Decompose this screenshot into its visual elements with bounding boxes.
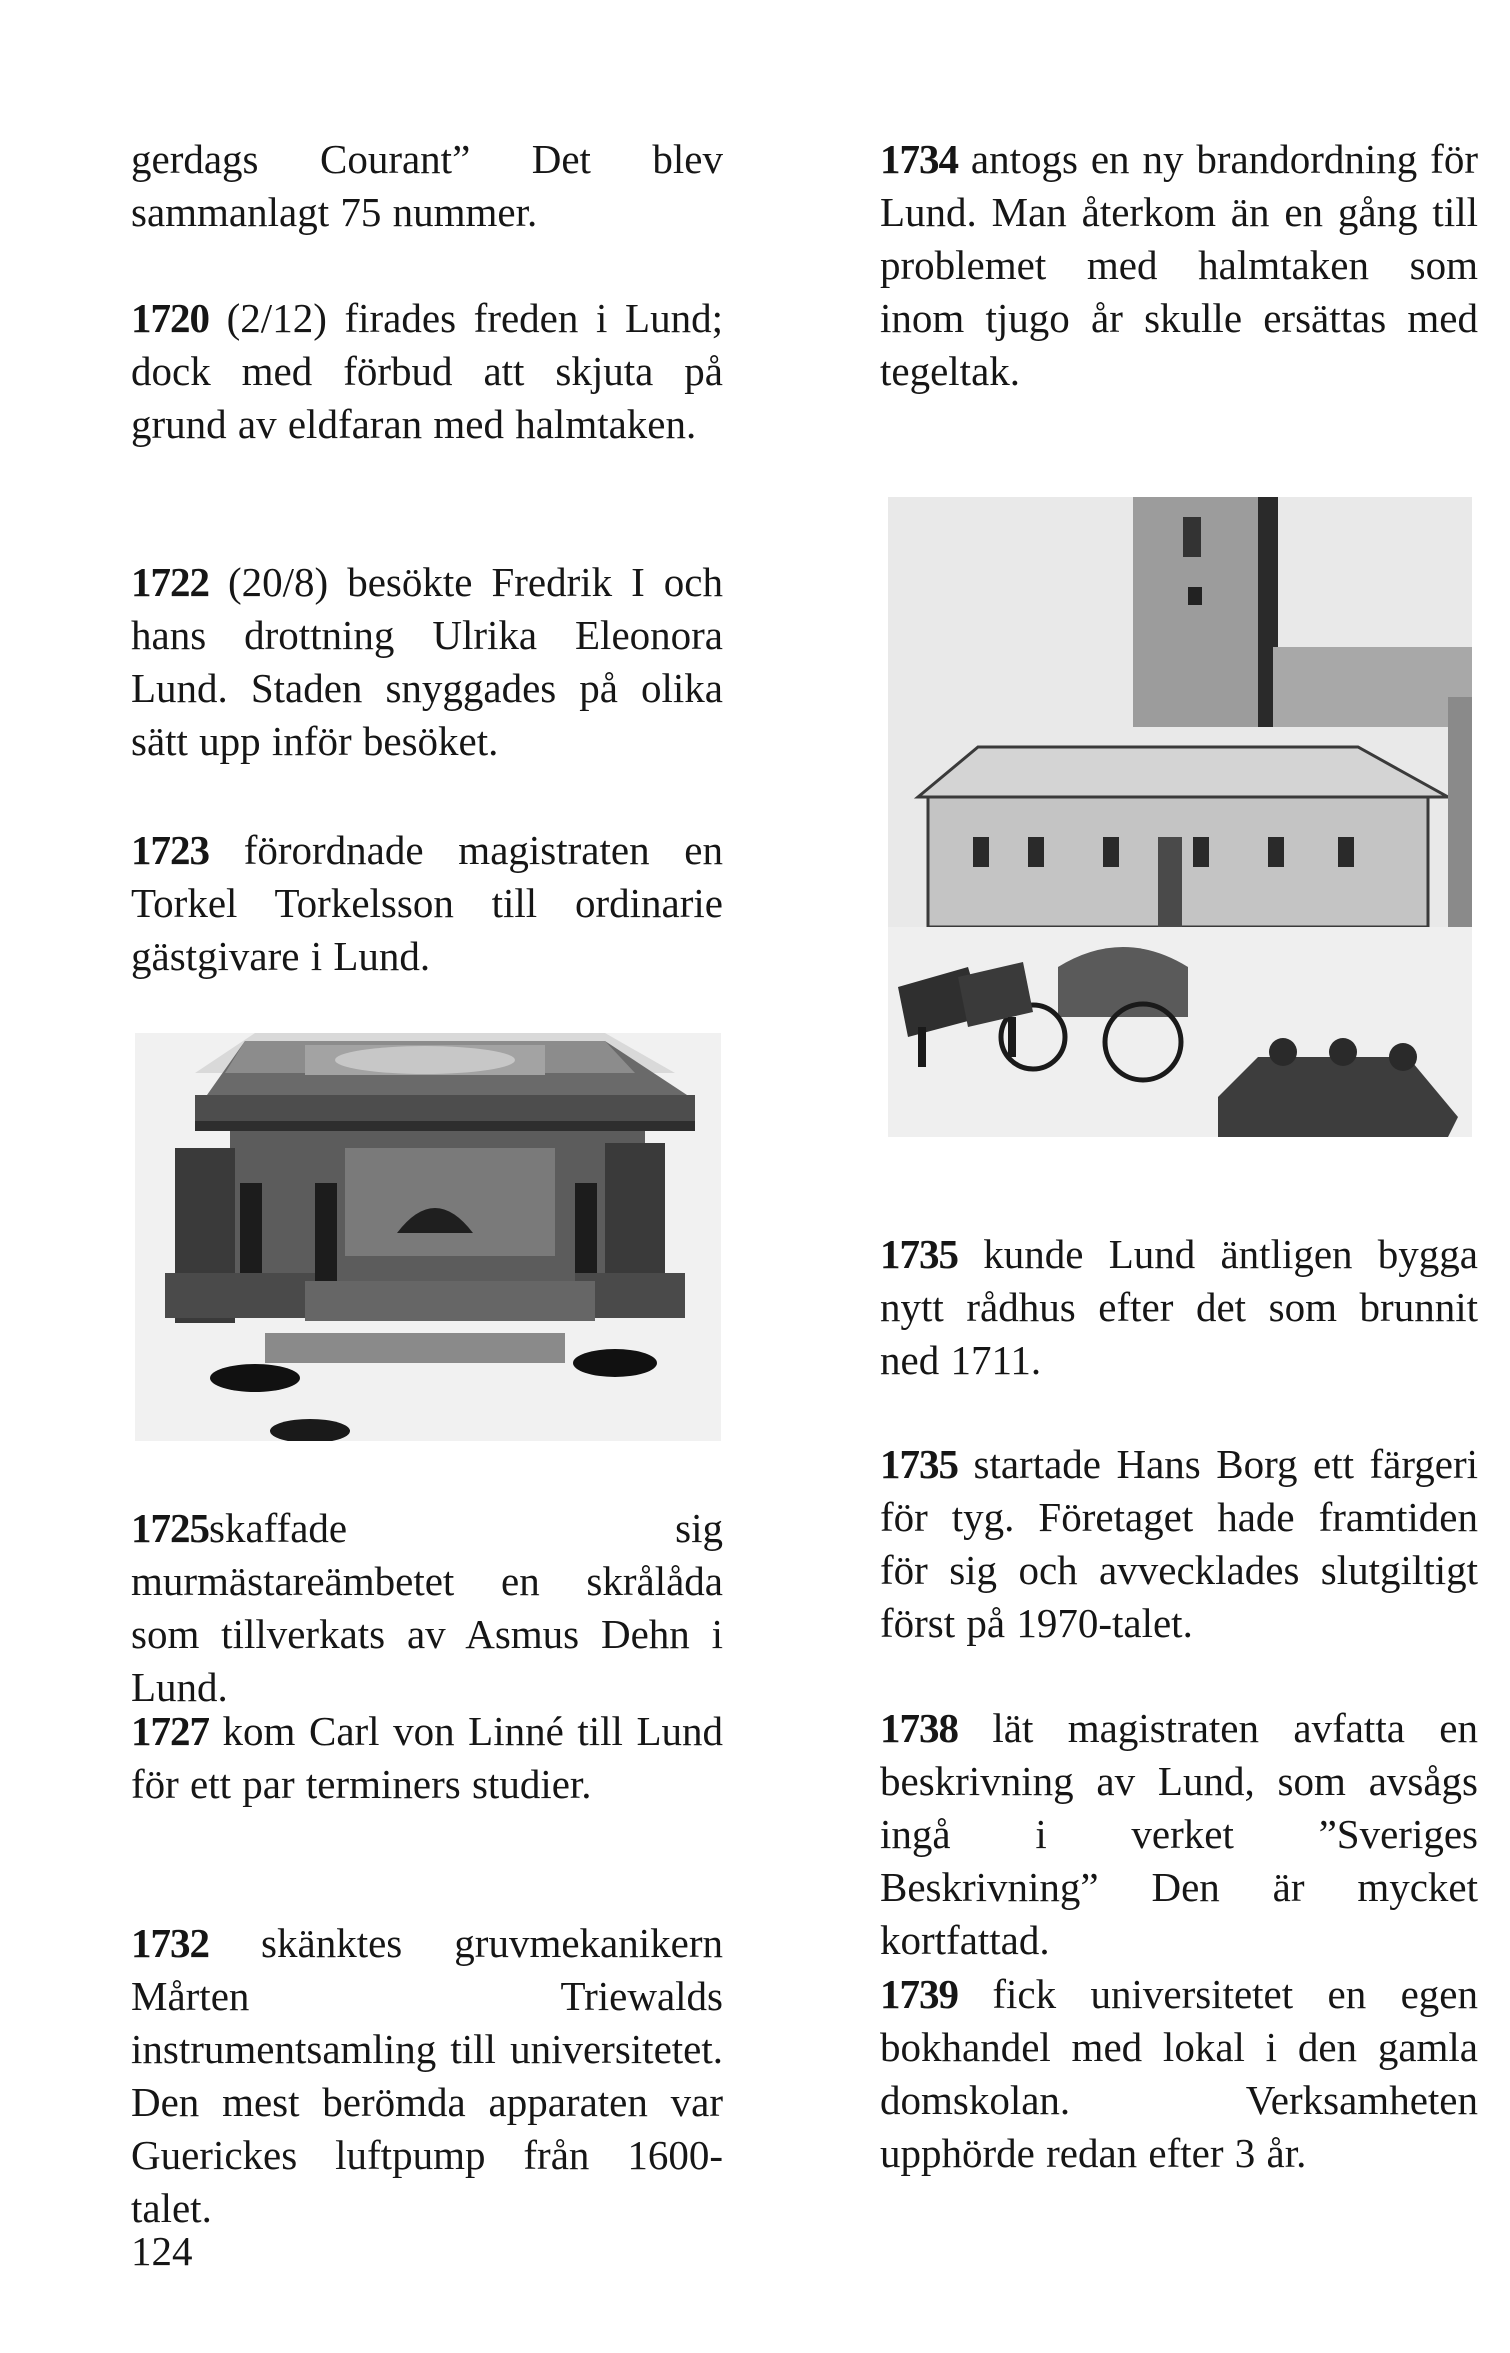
town-drawing	[888, 497, 1472, 1137]
entry-year: 1739	[880, 1971, 958, 2017]
entry-year: 1732	[131, 1920, 209, 1966]
entry-year: 1720	[131, 295, 209, 341]
entry-text: antogs en ny brandordning för Lund. Man återkom än en gång till problemet med halmtaken som inom tjugo år skulle ersättas med tegeltak.	[880, 136, 1478, 394]
chest-photo	[135, 1033, 721, 1441]
entry-1732	[131, 1917, 723, 2235]
entry-1720	[131, 292, 723, 451]
entry-text: lät magistraten avfatta en beskrivning av Lund, som avsågs ingå i verket ”Sveriges Beskrivning” Den är mycket kortfattad.	[880, 1705, 1478, 1963]
entry-1723	[131, 824, 723, 983]
entry-1738	[880, 1702, 1478, 1967]
entry-1734	[880, 133, 1478, 398]
entry-year: 1722	[131, 559, 209, 605]
entry-text: gerdags Courant” Det blev sammanlagt 75 nummer.	[131, 136, 723, 235]
entry-text: skaffade sig murmästareämbetet en skrålåda som tillverkats av Asmus Dehn i Lund.	[131, 1505, 723, 1710]
entry-year: 1734	[880, 136, 958, 182]
page-number: 124	[131, 2228, 193, 2274]
entry-year: 1727	[131, 1708, 209, 1754]
entry-text: fick universitetet en egen bokhandel med lokal i den gamla domskolan. Verksamheten upphörde redan efter 3 år.	[880, 1971, 1478, 2176]
entry-year: 1723	[131, 827, 209, 873]
entry-text: (20/8) besökte Fredrik I och hans drottning Ulrika Eleonora Lund. Staden snyggades på olika sätt upp inför besöket.	[131, 559, 723, 764]
entry-year: 1735	[880, 1441, 958, 1487]
entry-1735-fargeri	[880, 1438, 1478, 1650]
entry-1739	[880, 1968, 1478, 2180]
entry-text: kom Carl von Linné till Lund för ett par terminers studier.	[131, 1708, 723, 1807]
entry-year: 1738	[880, 1705, 958, 1751]
entry-text: skänktes gruvmekanikern Mårten Triewalds instrumentsamling till universitetet. Den mest berömda apparaten var Guerickes luftpump från 1600-talet.	[131, 1920, 723, 2231]
entry-1725	[131, 1502, 723, 1714]
entry-text: (2/12) firades freden i Lund; dock med förbud att skjuta på grund av eldfaran med halmtaken.	[131, 295, 723, 447]
entry-1735-radhus	[880, 1228, 1478, 1387]
entry-1727	[131, 1705, 723, 1811]
entry-year: 1735	[880, 1231, 958, 1277]
entry-year: 1725	[131, 1505, 209, 1551]
entry-1722	[131, 556, 723, 768]
entry-gerdags-courant	[131, 133, 723, 239]
entry-text: kunde Lund äntligen bygga nytt rådhus efter det som brunnit ned 1711.	[880, 1231, 1478, 1383]
entry-text: förordnade magistraten en Torkel Torkelsson till ordinarie gästgivare i Lund.	[131, 827, 723, 979]
entry-text: startade Hans Borg ett färgeri för tyg. Företaget hade framtiden för sig och avvecklades slutgiltigt först på 1970-talet.	[880, 1441, 1478, 1646]
